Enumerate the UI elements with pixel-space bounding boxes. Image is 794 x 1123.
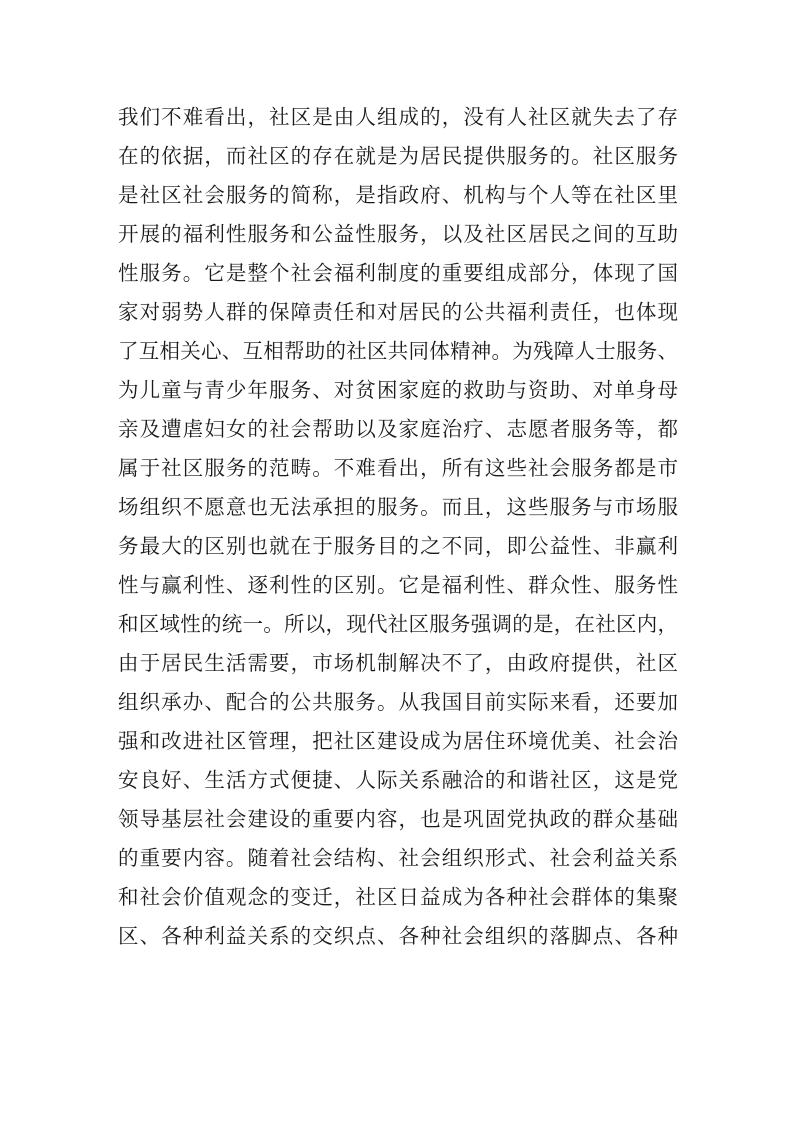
paragraph-line: 和社会价值观念的变迁，社区日益成为各种社会群体的集聚 — [118, 885, 678, 909]
paragraph-line: 组织承办、配合的公共服务。从我国目前实际来看，还要加 — [118, 690, 678, 714]
paragraph-line: 属于社区服务的范畴。不难看出，所有这些社会服务都是市 — [118, 456, 678, 480]
paragraph-line: 强和改进社区管理，把社区建设成为居住环境优美、社会治 — [118, 729, 678, 753]
paragraph-line: 我们不难看出，社区是由人组成的，没有人社区就失去了存 — [118, 105, 678, 129]
paragraph-line: 务最大的区别也就在于服务目的之不同，即公益性、非赢利 — [118, 534, 678, 558]
paragraph-line: 安良好、生活方式便捷、人际关系融洽的和谐社区，这是党 — [118, 768, 678, 792]
body-paragraph — [118, 98, 678, 956]
paragraph-line: 的重要内容。随着社会结构、社会组织形式、社会利益关系 — [118, 846, 678, 870]
paragraph-line: 场组织不愿意也无法承担的服务。而且，这些服务与市场服 — [118, 495, 678, 519]
paragraph-line: 是社区社会服务的简称，是指政府、机构与个人等在社区里 — [118, 183, 678, 207]
paragraph-line: 在的依据，而社区的存在就是为居民提供服务的。社区服务 — [118, 144, 678, 168]
paragraph-line: 领导基层社会建设的重要内容，也是巩固党执政的群众基础 — [118, 807, 678, 831]
paragraph-line: 家对弱势人群的保障责任和对居民的公共福利责任，也体现 — [118, 300, 678, 324]
paragraph-line: 开展的福利性服务和公益性服务，以及社区居民之间的互助 — [118, 222, 678, 246]
paragraph-line: 由于居民生活需要，市场机制解决不了，由政府提供，社区 — [118, 651, 678, 675]
paragraph-line: 区、各种利益关系的交织点、各种社会组织的落脚点、各种 — [118, 924, 678, 948]
paragraph-line: 为儿童与青少年服务、对贫困家庭的救助与资助、对单身母 — [118, 378, 678, 402]
paragraph-line: 了互相关心、互相帮助的社区共同体精神。为残障人士服务、 — [118, 339, 678, 363]
paragraph-line: 亲及遭虐妇女的社会帮助以及家庭治疗、志愿者服务等，都 — [118, 417, 678, 441]
paragraph-line: 性服务。它是整个社会福利制度的重要组成部分，体现了国 — [118, 261, 678, 285]
paragraph-line: 和区域性的统一。所以，现代社区服务强调的是，在社区内， — [118, 612, 678, 636]
paragraph-line: 性与赢利性、逐利性的区别。它是福利性、群众性、服务性 — [118, 573, 678, 597]
